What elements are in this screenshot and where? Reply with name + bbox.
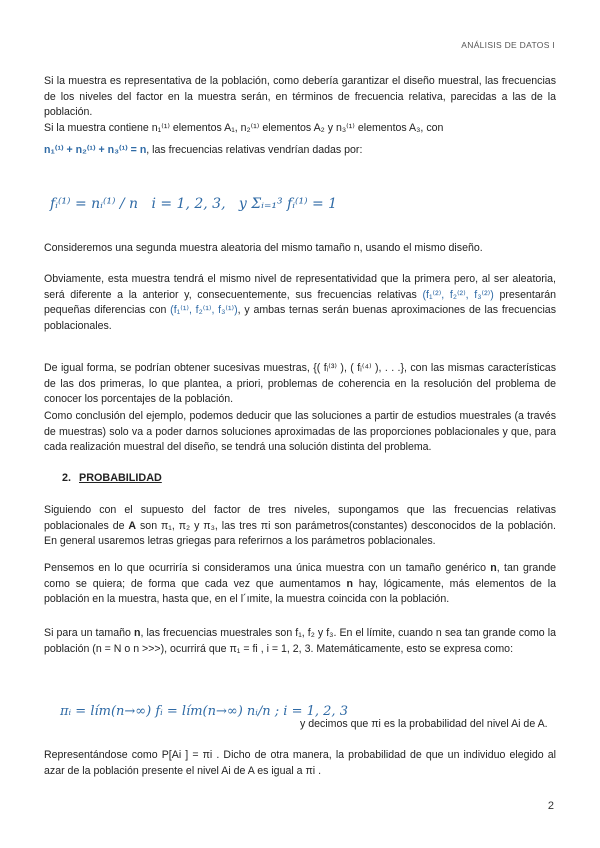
generic-n2: n [346,577,353,590]
differences-post: , y ambas ternas serán buenas aproximaciones de las frecuencias poblacionales. [44,304,556,332]
sum-formula: n₁⁽¹⁾ + n₂⁽¹⁾ + n₃⁽¹⁾ = n [44,144,147,156]
generic-n1: n [490,562,497,574]
generic-d: hay, lógicamente, más elementos de la población en la muestra, hasta que, en el l´ımite, la muestra coincida con la población. [44,577,556,606]
paragraph-probability-notation: Representándose como P[Ai ] = πi . Dicho de otra manera, la probabilidad de que un individuo elegido al azar de la población presente el nivel Ai de A es igual a πi . [44,749,556,777]
differences-pre: presentarán pequeñas diferencias con [44,288,557,317]
section-number: 2. [62,472,72,484]
second-sample-frequencies: (f₁⁽²⁾, f₂⁽²⁾, f₃⁽²⁾) [422,288,494,301]
paragraph-representativeness: Si la muestra es representativa de la población, como debería garantizar el diseño muestral, las frecuencias de los niveles del factor en la muestra serán, en términos de frecuencia relativa, parecidas a las de la población. [44,75,556,119]
limit-a: Si para un tamaño [44,627,131,639]
formula-relative-frequency-left: fᵢ⁽¹⁾ = nᵢ⁽¹⁾ / n [50,196,139,212]
running-header: ANÁLISIS DE DATOS I [461,40,555,50]
generic-a: Pensemos en lo que ocurriría si consideramos una única muestra con un tamaño genérico [44,562,486,574]
paragraph-second-sample: Consideremos una segunda muestra aleatoria del mismo tamaño n, usando el mismo diseño. [44,242,483,254]
formula-relative-frequency [50,196,337,212]
first-sample-frequencies: (f₁⁽¹⁾, f₂⁽¹⁾, f₃⁽¹⁾) [170,304,238,317]
second-sample-text: Obviamente, esta muestra tendrá el mismo nivel de representatividad que la primera pero, al ser aleatoria, será diferente a la anterior y, consecuentemente, sus frecuencias relativas [44,273,556,301]
paragraph-successive-samples: De igual forma, se podrían obtener sucesivas muestras, {( fᵢ⁽³⁾ ), ( fᵢ⁽⁴⁾ ), . . .}, con las mismas características de las dos primeras, lo que plantea, a priori, problemas de coherencia en la resolución del problema de conocer los porcentajes de la población. [44,362,556,406]
section-heading [62,472,162,484]
paragraph-sum-condition [44,143,556,159]
paragraph-sample-counts: Si la muestra contiene n₁⁽¹⁾ elementos A₁, n₂⁽¹⁾ elementos A₂ y n₃⁽¹⁾ elementos A₃, con [44,122,444,134]
formula-relative-frequency-index: i = 1, 2, 3, [151,196,226,212]
paragraph-limit [44,626,556,657]
population-pre: Siguiendo con el supuesto del factor de tres niveles, supongamos que las frecuencias relativas poblacionales de [44,504,556,532]
formula-relative-frequency-sum: y Σᵢ₌₁³ fᵢ⁽¹⁾ = 1 [238,196,338,212]
page-number: 2 [547,800,554,812]
probability-definition: y decimos que πi es la probabilidad del nivel Ai de A. [300,718,548,730]
sum-condition-text: , las frecuencias relativas vendrían dadas por: [146,144,363,156]
paragraph-generic-sample [44,561,556,608]
formula-probability-limit: πᵢ = lím(n→∞) fᵢ = lím(n→∞) nᵢ/n ; i = 1, 2, 3 [60,704,348,719]
limit-c: , las frecuencias muestrales son f₁, f₂ y f₃. En el límite, cuando n sea tan grande como la población (n = N o n >>>), ocurrirá que π₁ = fi , i = 1, 2, 3. Matemáticamente, esto se expresa como: [44,627,556,655]
section-title: PROBABILIDAD [79,472,162,484]
generic-c: , tan grande como se quiera; de forma que cada vez que aumentamos [44,562,557,590]
population-factor: A [128,519,137,532]
paragraph-population-frequencies [44,503,556,550]
population-post: son π₁, π₂ y π₃, las tres πi son parámetros(constantes) desconocidos de la población. En general usaremos letras griegas para referirnos a los parámetros poblacionales. [44,519,556,548]
limit-n: n [133,627,141,639]
paragraph-second-sample-differences [44,272,556,334]
paragraph-conclusion: Como conclusión del ejemplo, podemos deducir que las soluciones a partir de estudios muestrales (a través de muestras) solo va a poder darnos soluciones aproximadas de las proporciones poblacionales y que, para cada realización muestral del diseño, se tendrá una solución distinta del problema. [44,410,556,454]
